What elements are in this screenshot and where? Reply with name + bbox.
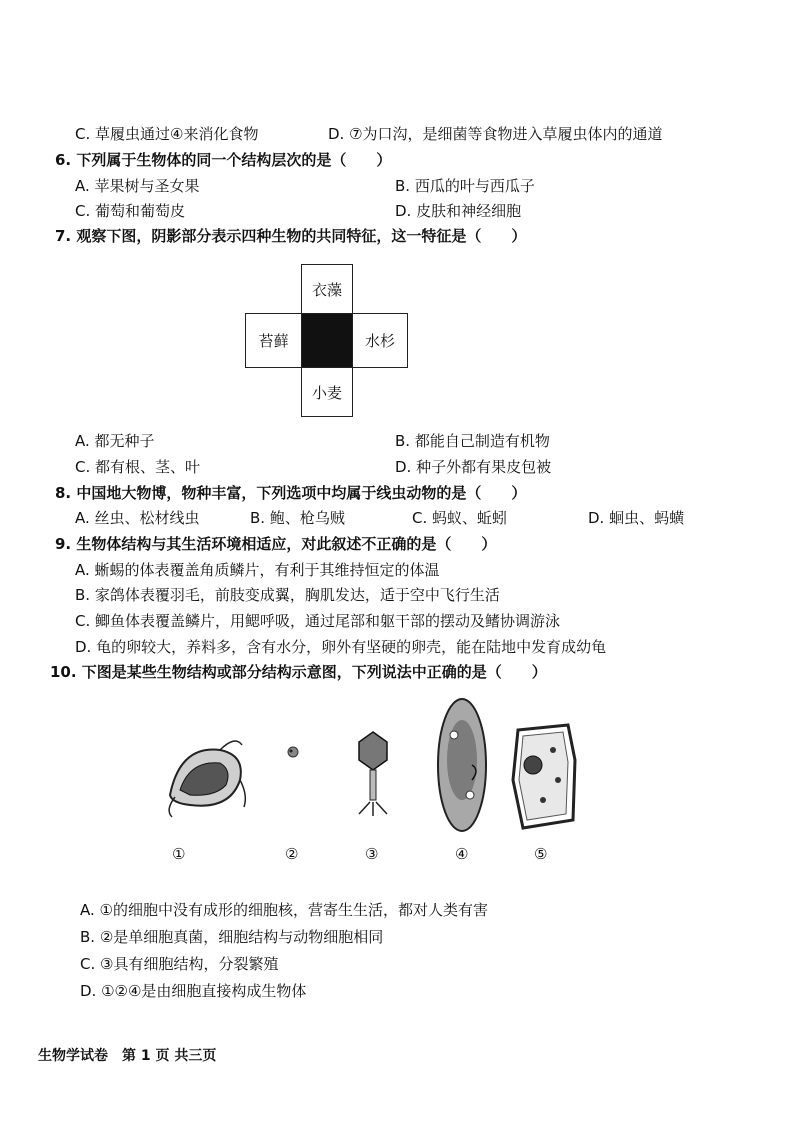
q10-option-c: C. ③具有细胞结构，分裂繁殖 <box>80 955 279 973</box>
figure-label-3: ③ <box>365 845 379 863</box>
q10-option-d: D. ①②④是由细胞直接构成生物体 <box>80 982 307 1000</box>
diagram-box-right: 水杉 <box>352 313 408 368</box>
q5-option-d: D. ⑦为口沟，是细菌等食物进入草履虫体内的通道 <box>328 125 663 143</box>
q8-stem: 8. 中国地大物博，物种丰富，下列选项中均属于线虫动物的是（ ） <box>55 484 527 502</box>
q10-stem: 10. 下图是某些生物结构或部分结构示意图，下列说法中正确的是（ ） <box>50 663 547 681</box>
diagram-box-bottom: 小麦 <box>301 367 353 417</box>
q8-option-b: B. 鲍、枪乌贼 <box>250 509 345 527</box>
q10-option-b: B. ②是单细胞真菌，细胞结构与动物细胞相同 <box>80 928 384 946</box>
figure-label-4: ④ <box>455 845 469 863</box>
organism-4-paramecium-figure <box>432 695 492 835</box>
page-footer: 生物学试卷 第 1 页 共三页 <box>38 1048 217 1064</box>
q6-option-b: B. 西瓜的叶与西瓜子 <box>395 177 535 195</box>
q10-option-a: A. ①的细胞中没有成形的细胞核，营寄生生活，都对人类有害 <box>80 901 488 919</box>
q7-option-d: D. 种子外都有果皮包被 <box>395 458 552 476</box>
organism-1-bacterium-figure <box>160 725 250 825</box>
q5-option-c: C. 草履虫通过④来消化食物 <box>75 125 259 143</box>
q8-option-d: D. 蛔虫、蚂蟥 <box>588 509 685 527</box>
q6-stem: 6. 下列属于生物体的同一个结构层次的是（ ） <box>55 151 392 169</box>
organism-3-virus-figure <box>355 730 391 820</box>
q8-option-c: C. 蚂蚁、蚯蚓 <box>412 509 508 527</box>
q7-option-c: C. 都有根、茎、叶 <box>75 458 201 476</box>
figure-label-1: ① <box>172 845 186 863</box>
q7-stem: 7. 观察下图，阴影部分表示四种生物的共同特征，这一特征是（ ） <box>55 227 527 245</box>
figure-label-2: ② <box>285 845 299 863</box>
q9-option-d: D. 龟的卵较大，养料多，含有水分，卵外有坚硬的卵壳，能在陆地中发育成幼龟 <box>75 638 607 656</box>
organism-2-yeast-figure <box>283 742 303 762</box>
diagram-box-top: 衣藻 <box>301 264 353 314</box>
diagram-box-left: 苔藓 <box>245 313 302 368</box>
q9-option-c: C. 鲫鱼体表覆盖鳞片，用鳃呼吸，通过尾部和躯干部的摆动及鳍协调游泳 <box>75 612 561 630</box>
q9-option-a: A. 蜥蜴的体表覆盖角质鳞片，有利于其维持恒定的体温 <box>75 561 440 579</box>
q7-option-a: A. 都无种子 <box>75 432 155 450</box>
q6-option-a: A. 苹果树与圣女果 <box>75 177 200 195</box>
q6-option-d: D. 皮肤和神经细胞 <box>395 202 522 220</box>
organism-5-plant-cell-figure <box>503 720 583 835</box>
q6-option-c: C. 葡萄和葡萄皮 <box>75 202 186 220</box>
q8-option-a: A. 丝虫、松材线虫 <box>75 509 200 527</box>
q9-option-b: B. 家鸽体表覆羽毛，前肢变成翼，胸肌发达，适于空中飞行生活 <box>75 586 500 604</box>
figure-label-5: ⑤ <box>534 845 548 863</box>
diagram-shaded-center <box>301 313 353 368</box>
q9-stem: 9. 生物体结构与其生活环境相适应，对此叙述不正确的是（ ） <box>55 535 497 553</box>
q7-option-b: B. 都能自己制造有机物 <box>395 432 550 450</box>
